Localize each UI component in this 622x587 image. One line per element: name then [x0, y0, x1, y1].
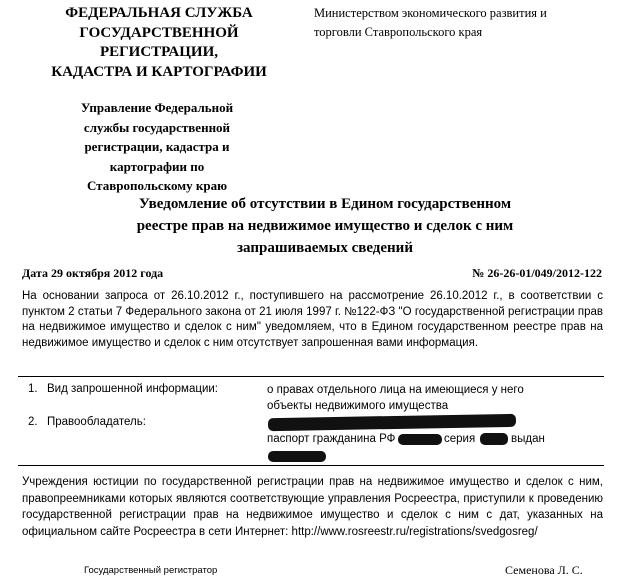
item-value-line: о правах отдельного лица на имеющиеся у него	[267, 384, 524, 396]
office-line: регистрации, кадастра и	[84, 139, 230, 154]
signer-title: Государственный регистратор	[84, 565, 218, 576]
divider-top	[18, 376, 604, 377]
passport-series-label: серия	[444, 433, 476, 445]
item-value-line: объекты недвижимого имущества	[267, 399, 449, 412]
item-label-owner: Правообладатель:	[47, 416, 146, 428]
agency-line: КАДАСТРА И КАРТОГРАФИИ	[51, 63, 267, 80]
redaction-passport-number	[398, 434, 442, 445]
notice-paragraph: На основании запроса от 26.10.2012 г., поступившего на рассмотрение 26.10.2012 г., в соответствии с пунктом 2 статьи 7 Федерального закона от 21 июля 1997 г. №122-ФЗ "О государственной регистрации прав на недвижимое имущество и сделок с ним" уведомляем, что в Едином государственном реестре прав на недвижимое имущество и сделок с ним отсутствует запрошенная вами информация.	[22, 290, 603, 349]
addressee-line: Министерством экономического развития и	[314, 6, 547, 20]
item-value-info-type	[267, 383, 607, 414]
document-title	[40, 193, 610, 259]
document-number: № 26-26-01/049/2012-122	[472, 266, 602, 280]
footer-paragraph: Учреждения юстиции по государственной регистрации прав на недвижимое имущество и сделок с ним, правопреемниками которых являются соответствующие управления Росреестра, приступили к проведению государственной регистрации прав на недвижимое имущество и сделок с ним с дат, указанных на официальном сайте Росреестра в сети Интернет: http://www.rosreestr.ru/registrations/svedgosreg/	[22, 476, 603, 538]
title-line: запрашиваемых сведений	[237, 240, 413, 256]
office-line: картографии по	[109, 158, 205, 174]
title-line: Уведомление об отсутствии в Едином государственном	[138, 196, 512, 212]
addressee-line: торговли Ставропольского края	[314, 25, 483, 39]
office-line: Управление Федеральной	[80, 100, 234, 115]
redaction-owner-name	[268, 414, 516, 431]
agency-line: ГОСУДАРСТВЕННОЙ	[79, 24, 239, 41]
title-line: реестре прав на недвижимое имущество и сделок с ним	[136, 218, 514, 234]
item-label-info-type: Вид запрошенной информации:	[47, 383, 218, 395]
agency-line: ФЕДЕРАЛЬНАЯ СЛУЖБА	[65, 5, 253, 21]
redaction-issued-date	[268, 451, 326, 462]
signer-name: Семенова Л. С.	[505, 563, 583, 577]
divider-bottom	[18, 465, 604, 466]
agency-line: РЕГИСТРАЦИИ,	[99, 44, 219, 60]
item-number: 2.	[28, 416, 38, 428]
item-number: 1.	[28, 383, 38, 395]
document-date: Дата 29 октября 2012 года	[22, 266, 164, 280]
passport-prefix: паспорт гражданина РФ	[267, 433, 396, 445]
office-line: службы государственной	[83, 119, 231, 135]
agency-name	[28, 4, 290, 82]
addressee	[314, 4, 604, 42]
redaction-passport-series	[480, 433, 508, 445]
regional-office	[42, 98, 272, 196]
passport-issued-label: выдан	[511, 433, 545, 445]
office-line: Ставропольскому краю	[86, 178, 228, 193]
